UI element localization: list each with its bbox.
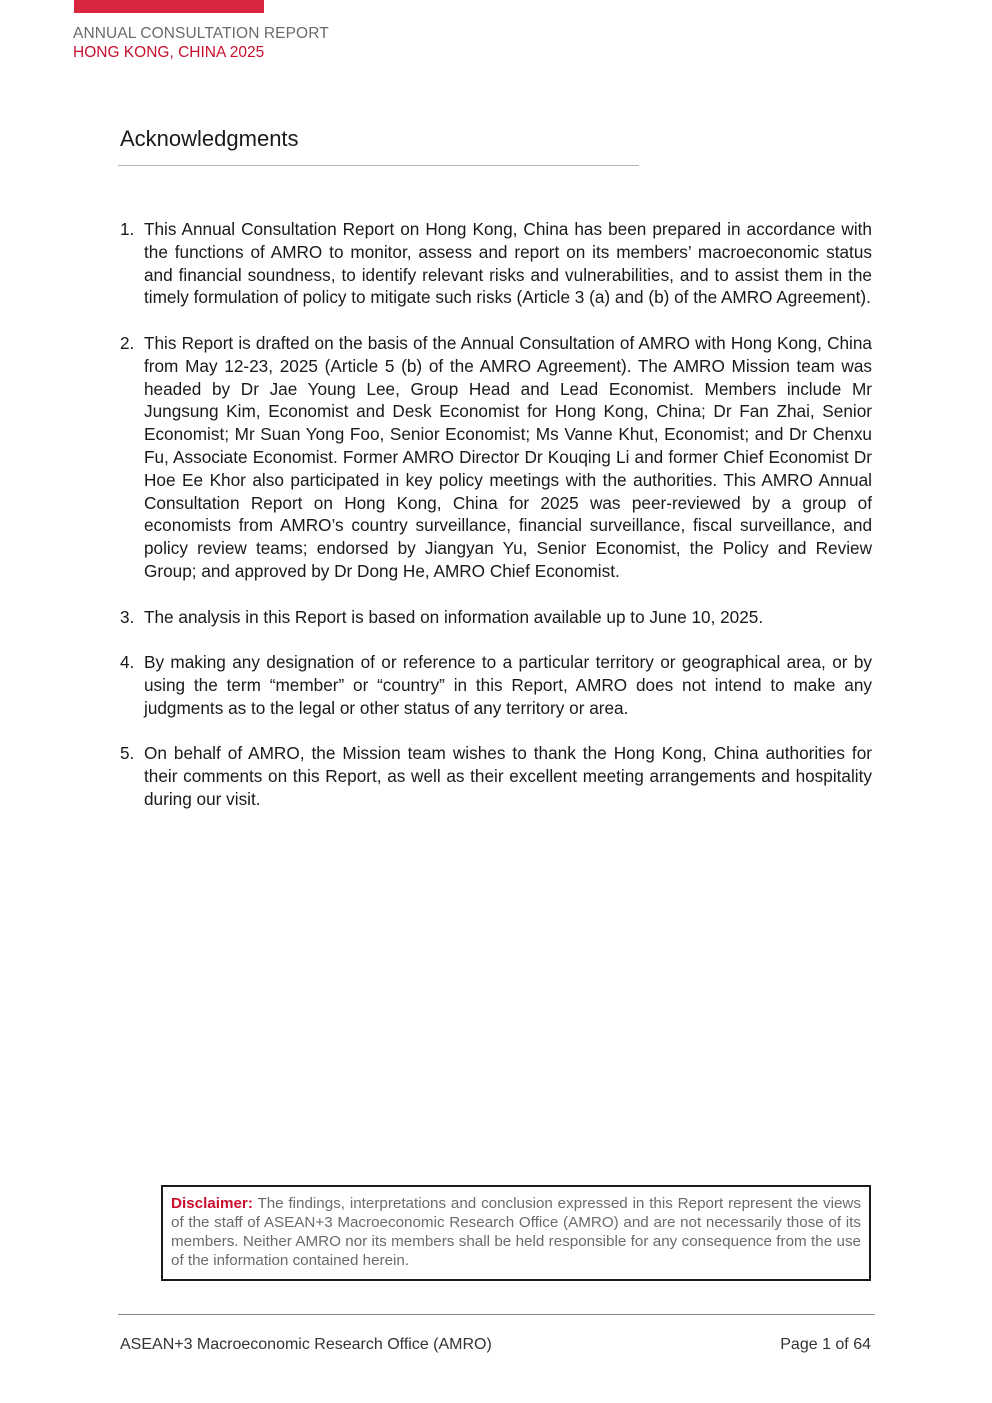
- list-item-text: On behalf of AMRO, the Mission team wishes to thank the Hong Kong, China authorities for their comments on this Report, as well as their excellent meeting arrangements and hospitality during our visit.: [144, 743, 872, 809]
- list-item-number: 2.: [120, 332, 135, 353]
- footer-organization: ASEAN+3 Macroeconomic Research Office (AMRO): [120, 1336, 492, 1353]
- disclaimer-label: Disclaimer:: [171, 1195, 253, 1212]
- list-item-text: The analysis in this Report is based on information available up to June 10, 2025.: [144, 606, 764, 627]
- acknowledgments-list: [120, 218, 872, 834]
- header-accent-bar: [74, 0, 264, 13]
- list-item-number: 4.: [120, 652, 135, 673]
- report-subtitle: HONG KONG, CHINA 2025: [73, 44, 265, 61]
- list-item-number: 1.: [120, 219, 135, 239]
- list-item: [120, 606, 872, 629]
- footer-divider: [118, 1314, 875, 1315]
- disclaimer-text: The findings, interpretations and conclusion expressed in this Report represent the views of the staff of ASEAN+3 Macroeconomic Research Office (AMRO) and are not necessarily those of its members. Neither AMRO nor its members shall be held responsible for any consequence from the use of the information contained herein.: [171, 1195, 861, 1269]
- page-title: Acknowledgments: [120, 126, 299, 151]
- list-item-number: 3.: [120, 606, 135, 627]
- report-label: ANNUAL CONSULTATION REPORT: [73, 25, 329, 42]
- page-number: Page 1 of 64: [780, 1336, 871, 1353]
- list-item: [120, 651, 872, 719]
- list-item: [120, 332, 872, 583]
- list-item-text: This Annual Consultation Report on Hong Kong, China has been prepared in accordance with the functions of AMRO to monitor, assess and report on its members’ macroeconomic status and financial soundness, to identify relevant risks and vulnerabilities, and to assist them in the timely formulation of policy to mitigate such risks (Article 3 (a) and (b) of the AMRO Agreement).: [144, 219, 872, 308]
- disclaimer-box: [161, 1185, 871, 1281]
- list-item: [120, 742, 872, 810]
- title-divider: [118, 165, 639, 166]
- list-item-number: 5.: [120, 743, 135, 764]
- list-item-text: This Report is drafted on the basis of the Annual Consultation of AMRO with Hong Kong, China from May 12-23, 2025 (Article 5 (b) of the AMRO Agreement). The AMRO Mission team was headed by Dr Jae Young Lee, Group Head and Lead Economist. Members include Mr Jungsung Kim, Economist and Desk Economist for Hong Kong, China; Dr Fan Zhai, Senior Economist; Mr Suan Yong Foo, Senior Economist; Ms Vanne Khut, Economist; and Dr Chenxu Fu, Associate Economist. Former AMRO Director Dr Kouqing Li and former Chief Economist Dr Hoe Ee Khor also participated in key policy meetings with the authorities. This AMRO Annual Consultation Report on Hong Kong, China for 2025 was peer-reviewed by a group of economists from AMRO’s country surveillance, financial surveillance, fiscal surveillance, and policy review teams; endorsed by Jiangyan Yu, Senior Economist, the Policy and Review Group; and approved by Dr Dong He, AMRO Chief Economist.: [144, 332, 872, 581]
- list-item: [120, 218, 872, 309]
- list-item-text: By making any designation of or reference to a particular territory or geographical area, or by using the term “member” or “country” in this Report, AMRO does not intend to make any judgments as to the legal or other status of any territory or area.: [144, 652, 872, 718]
